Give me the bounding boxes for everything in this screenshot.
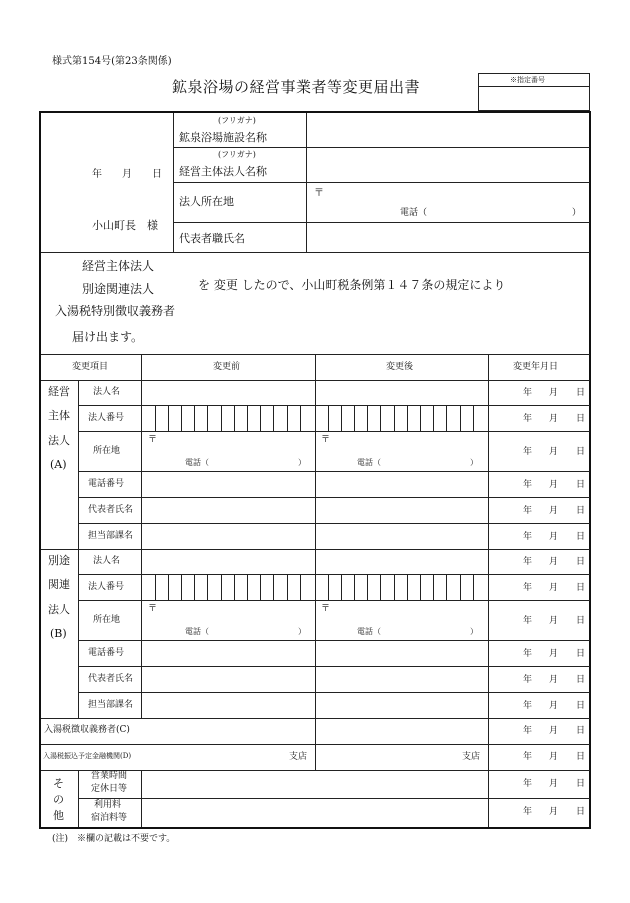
footnote: (注) ※欄の記載は不要です。 [52,834,176,844]
row-address-b: 所在地 [93,615,121,625]
row-phone-a: 電話番号 [88,479,125,489]
date-line: 年 月 日 [92,169,162,180]
form-number: 様式第154号(第23条関係) [52,56,172,67]
corp-address-field[interactable] [307,184,589,221]
row-bank: 入湯税振込予定金融機関(D) [43,752,132,760]
row-dept-a: 担当部課名 [88,531,134,541]
corp-name-field[interactable] [307,149,589,181]
row-corp-number-b: 法人番号 [88,582,125,592]
postal-mark: 〒 [314,188,324,199]
addressee: 小山町長 様 [92,219,158,232]
furigana-label: (フリガナ) [218,116,256,125]
row-corp-name-b: 法人名 [93,556,121,566]
statement-line2: 別途関連法人 [82,282,155,296]
branch-before: 支店 [289,752,308,762]
statement-line4: 届け出ます。 [72,330,144,344]
row-rep-b: 代表者氏名 [88,674,134,684]
row-fees: 利用料 [94,800,122,810]
header-date: 変更年月日 [513,362,559,372]
header-item: 変更項目 [72,362,109,372]
group-a-label: 経営 [48,385,70,398]
statement-middle: を 変更 したので、小山町税条例第１４７条の規定により [198,278,506,292]
corp-address-label: 法人所在地 [179,195,234,208]
other-label: そ [53,777,64,790]
row-hours: 営業時間 [91,771,128,781]
row-corp-number-a: 法人番号 [88,413,125,423]
facility-name-label: 鉱泉浴場施設名称 [179,131,267,144]
corp-number-before-b[interactable] [142,575,488,600]
row-rep-a: 代表者氏名 [88,505,134,515]
phone-label: 電話（ [400,208,428,218]
furigana-label: (フリガナ) [218,150,256,159]
branch-after: 支店 [462,752,481,762]
page-title: 鉱泉浴場の経営事業者等変更届出書 [172,78,421,96]
row-corp-name-a: 法人名 [93,387,121,397]
row-address-a: 所在地 [93,446,121,456]
designated-number-label: ※指定番号 [510,76,545,84]
rep-title-label: 代表者職氏名 [179,232,245,245]
corp-number-before-a[interactable] [142,406,488,431]
statement-line3: 入湯税特別徴収義務者 [55,304,176,318]
header-before: 変更前 [213,362,241,372]
header-after: 変更後 [386,362,414,372]
rep-name-field[interactable] [307,224,589,251]
statement-line1: 経営主体法人 [82,259,155,273]
row-dept-b: 担当部課名 [88,700,134,710]
group-b-label: 別途 [48,554,70,567]
corp-name-label: 経営主体法人名称 [179,165,267,178]
facility-name-field[interactable] [307,114,589,146]
row-phone-b: 電話番号 [88,648,125,658]
row-tax-obligor: 入湯税徴収義務者(C) [44,725,130,735]
